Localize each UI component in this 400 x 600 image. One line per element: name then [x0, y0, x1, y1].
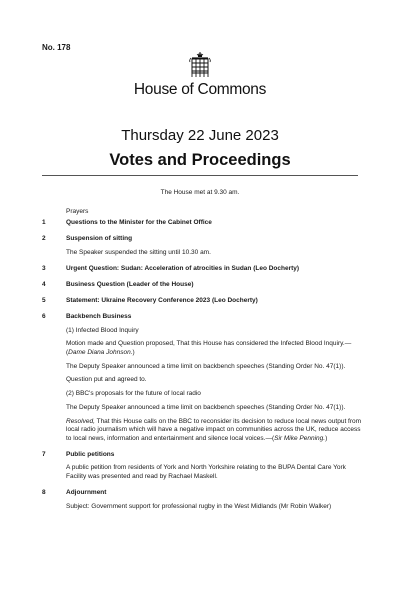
member-name: Dame Diana Johnson. — [68, 348, 133, 356]
item-number: 7 — [42, 450, 46, 458]
paragraph-text: The Speaker suspended the sitting until 10.30 am. — [66, 248, 211, 256]
paragraph-text: Subject: Government support for professional rugby in the West Midlands (Mr Robin Walker) — [66, 502, 332, 510]
sitting-time: The House met at 9.30 am. — [160, 189, 240, 196]
proceeding-item — [42, 489, 362, 511]
paragraph-text: (1) Infected Blood Inquiry — [66, 326, 139, 334]
paragraph-tail: ) — [132, 348, 135, 356]
document-title: Votes and Proceedings — [109, 151, 291, 169]
item-paragraph — [66, 503, 362, 511]
item-body — [66, 265, 362, 273]
item-body — [66, 281, 362, 289]
item-heading: Adjournment — [66, 488, 107, 496]
proceedings-list — [42, 219, 362, 519]
proceeding-item — [42, 219, 362, 227]
item-paragraph — [66, 390, 362, 398]
item-heading: Urgent Question: Sudan: Acceleration of atrocities in Sudan (Leo Docherty) — [66, 264, 300, 272]
item-body — [66, 451, 362, 482]
item-body — [66, 219, 362, 227]
house-of-commons-logo — [0, 52, 400, 99]
proceeding-item — [42, 281, 362, 289]
item-body — [66, 297, 362, 305]
prayers-label: Prayers — [66, 208, 89, 215]
paragraph-text: The Deputy Speaker announced a time limit on backbench speeches (Standing Order No. 47(1)). — [66, 362, 346, 370]
organisation-name: House of Commons — [133, 81, 267, 98]
paragraph-tail: ) — [325, 434, 328, 442]
item-body — [66, 313, 362, 443]
item-number: 5 — [42, 296, 46, 304]
title-divider — [42, 175, 358, 176]
paragraph-text: That this House calls on the BBC to reconsider its decision to reduce local news output from local radio journalism which will have a negative impact on communities across the UK, reduce access to local news, information and entertainment and silence local voices.—( — [66, 417, 362, 442]
proceeding-item — [42, 235, 362, 257]
item-number: 4 — [42, 280, 46, 288]
item-paragraph — [66, 340, 362, 357]
paragraph-text: The Deputy Speaker announced a time limit on backbench speeches (Standing Order No. 47(1)). — [66, 403, 346, 411]
item-paragraph — [66, 464, 362, 481]
paragraph-text: A public petition from residents of York and North Yorkshire relating to the BUPA Dental Care York Facility was presented and read by Rachael Maskell. — [66, 464, 346, 480]
item-heading: Business Question (Leader of the House) — [66, 280, 194, 288]
paragraph-text: Question put and agreed to. — [66, 376, 147, 384]
proceeding-item — [42, 297, 362, 305]
item-number: 6 — [42, 312, 46, 320]
item-paragraph — [66, 376, 362, 384]
item-number: 3 — [42, 264, 46, 272]
paragraph-text: Motion made and Question proposed, That this House has considered the Infected Blood Inquiry.—( — [66, 340, 352, 356]
item-heading: Questions to the Minister for the Cabinet Office — [66, 219, 212, 226]
portcullis-icon — [189, 52, 211, 78]
paragraph-text: (2) BBC's proposals for the future of local radio — [66, 390, 201, 398]
item-paragraph — [66, 404, 362, 412]
sitting-date: Thursday 22 June 2023 — [121, 127, 279, 144]
item-heading: Backbench Business — [66, 312, 132, 320]
item-body — [66, 235, 362, 257]
document-number: No. 178 — [42, 43, 71, 52]
item-paragraph — [66, 418, 362, 443]
item-paragraph — [66, 327, 362, 335]
item-paragraph — [66, 363, 362, 371]
resolution-label: Resolved, — [66, 417, 95, 425]
item-heading: Suspension of sitting — [66, 235, 133, 242]
member-name: Sir Mike Penning. — [274, 434, 326, 442]
proceeding-item — [42, 451, 362, 482]
item-paragraph — [66, 249, 362, 257]
item-number: 8 — [42, 488, 46, 496]
item-heading: Statement: Ukraine Recovery Conference 2023 (Leo Docherty) — [66, 296, 258, 304]
item-body — [66, 489, 362, 511]
item-number: 2 — [42, 235, 46, 242]
proceeding-item — [42, 265, 362, 273]
item-number: 1 — [42, 219, 46, 226]
item-heading: Public petitions — [66, 450, 115, 458]
proceeding-item — [42, 313, 362, 443]
